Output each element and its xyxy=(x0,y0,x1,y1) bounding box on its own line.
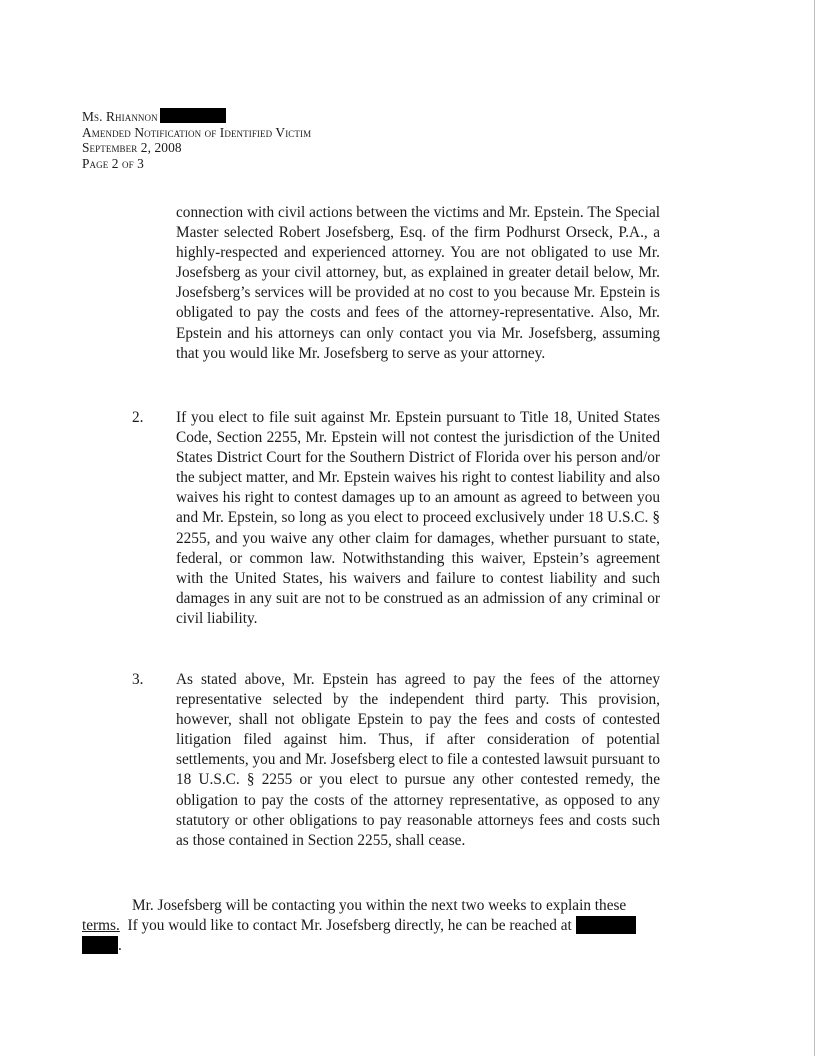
item-paragraph-2: If you elect to file suit against Mr. Epstein pursuant to Title 18, United States Code, Section 2255, Mr. Epstein will not contest the jurisdiction of the United States District Court for the Southern District of Florida over his person and/or the subject matter, and Mr. Epstein waives his right to contest liability and also waives his right to contest damages up to an amount as agreed to between you and Mr. Epstein, so long as you elect to proceed exclusively under 18 U.S.C. § 2255, and you waive any other claim for damages, whether pursuant to state, federal, or common law. Notwithstanding this waiver, Epstein’s agreement with the United States, his waivers and failure to contest liability and such damages in any suit are not to be construed as an admission of any criminal or civil liability. xyxy=(176,409,660,627)
closing-terms-word: terms. xyxy=(82,917,120,935)
page-edge xyxy=(814,0,815,1056)
date-line: September 2, 2008 xyxy=(82,140,182,156)
recipient-name: Ms. Rhiannon xyxy=(82,109,158,124)
redacted-surname xyxy=(160,108,226,123)
redacted-contact-info-continued xyxy=(82,936,118,954)
continuation-paragraph: connection with civil actions between the victims and Mr. Epstein. The Special Master selected Robert Josefsberg, Esq. of the firm Podhurst Orseck, P.A., a highly-respected and experienced attorney. You are not obligated to use Mr. Josefsberg as your civil attorney, but, as explained in greater detail below, Mr. Josefsberg’s services will be provided at no cost to you because Mr. Epstein is obligated to pay the costs and fees of the attorney-representative. Also, Mr. Epstein and his attorneys can only contact you via Mr. Josefsberg, assuming that you would like Mr. Josefsberg to serve as your attorney. xyxy=(176,204,660,362)
closing-contact-text: If you would like to contact Mr. Josefsberg directly, he can be reached at xyxy=(127,917,572,935)
item-paragraph-3: As stated above, Mr. Epstein has agreed to pay the fees of the attorney representative selected by the independent third party. This provision, however, shall not obligate Epstein to pay the fees and costs of contested litigation filed against him. Thus, if after consideration of potential settlements, you and Mr. Josefsberg elect to file a contested lawsuit pursuant to 18 U.S.C. § 2255 or you elect to pursue any other contested remedy, the obligation to pay the costs of the attorney representative, as opposed to any statutory or other obligations to pay reasonable attorneys fees and costs such as those contained in Section 2255, shall cease. xyxy=(176,671,661,849)
letter-header xyxy=(82,108,311,171)
closing-paragraph xyxy=(82,896,708,956)
closing-line-3 xyxy=(82,936,708,956)
subject-line: Amended Notification of Identified Victim xyxy=(82,124,312,140)
item-number-3: 3. xyxy=(132,671,144,688)
redacted-contact-info xyxy=(576,916,636,934)
closing-period: . xyxy=(118,937,122,955)
recipient-line xyxy=(82,108,311,125)
closing-line-2 xyxy=(82,916,708,936)
page-number: Page 2 of 3 xyxy=(82,155,144,171)
closing-line-1: Mr. Josefsberg will be contacting you within the next two weeks to explain these xyxy=(132,897,627,914)
item-number-2: 2. xyxy=(132,409,144,426)
